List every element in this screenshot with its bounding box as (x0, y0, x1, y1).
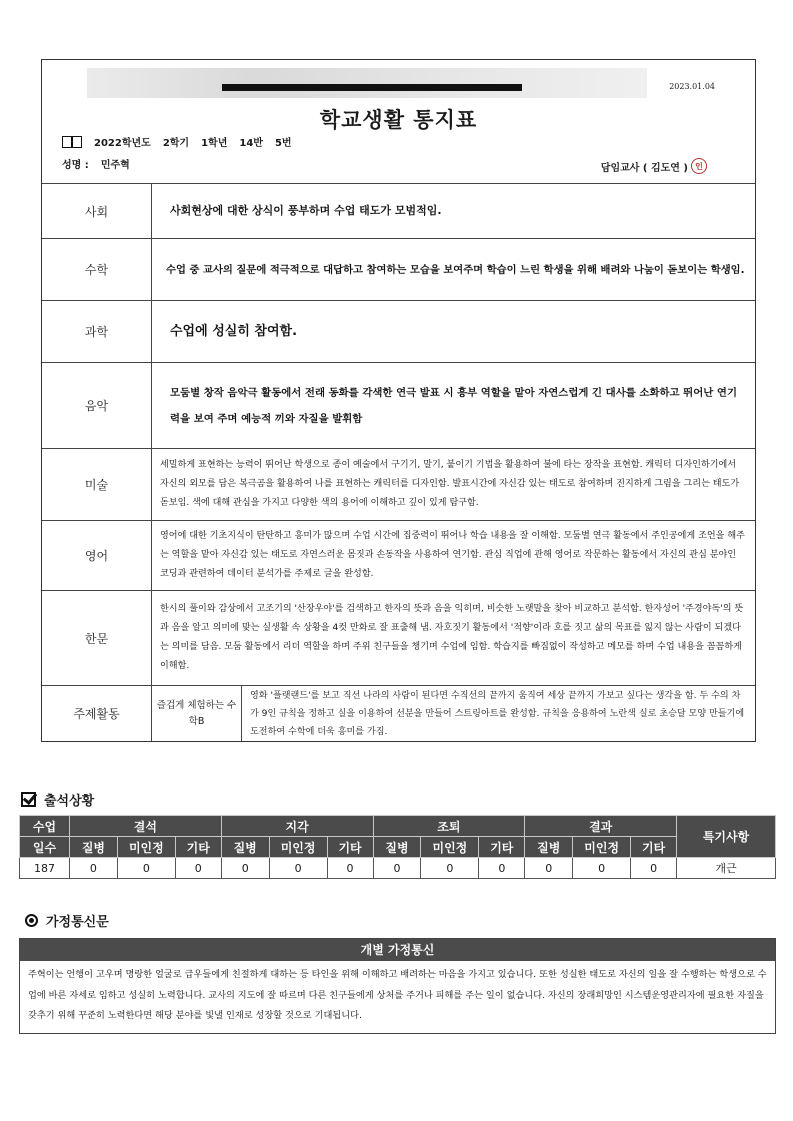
sub-header: 질병 (525, 837, 573, 858)
report-header (42, 60, 755, 184)
subject-name: 주제활동 (42, 686, 152, 741)
subject-name: 수학 (42, 239, 152, 300)
count-cell: 0 (269, 858, 327, 879)
attendance-value-row (20, 858, 776, 879)
count-cell: 0 (175, 858, 221, 879)
subject-row-science (42, 301, 755, 363)
home-notice-box (19, 938, 776, 1034)
subject-name: 사회 (42, 184, 152, 238)
attendance-header-row (20, 816, 776, 837)
count-cell: 0 (69, 858, 117, 879)
subject-name: 한문 (42, 591, 152, 685)
subject-row-social (42, 184, 755, 239)
subject-comment: 수업에 성실히 참여함. (170, 323, 298, 339)
sub-header: 미인정 (573, 837, 631, 858)
report-card (41, 59, 756, 742)
theme-comment: 영화 '플랫랜드'를 보고 직선 나라의 사람이 된다면 수직선의 끝까지 움직여 세상 끝까지 가보고 싶다는 생각을 함. 두 수의 차가 9인 규칙을 정하고 실을 이용하여 선분을 만들어 스트링아트를 완성함. 규칙을 응용하여 노란색 실로 초승달 모양 만들기에 도전하여 수학에 더욱 흥미를 가짐. (250, 690, 745, 737)
class-number: 14반 (239, 138, 263, 149)
sub-header: 기타 (175, 837, 221, 858)
grade: 1학년 (201, 138, 228, 149)
subject-name: 음악 (42, 363, 152, 448)
sub-header: 미인정 (421, 837, 479, 858)
count-cell: 0 (373, 858, 421, 879)
attendance-title-text: 출석상황 (44, 794, 95, 809)
document-date: 2023.01.04 (669, 82, 715, 91)
sub-header: 미인정 (117, 837, 175, 858)
subject-comment: 수업 중 교사의 질문에 적극적으로 대답하고 참여하는 모습을 보여주며 학습이 느린 학생을 위해 배려와 나눔이 돋보이는 학생임. (166, 263, 745, 276)
attendance-table (19, 815, 776, 879)
subject-comment: 영어에 대한 기초지식이 탄탄하고 흥미가 많으며 수업 시간에 집중력이 뛰어나 학습 내용을 잘 이해함. 모둠별 연극 활동에서 주인공에게 조언을 해주는 역할을 맡아 자신감 있는 태도로 자연스러운 몸짓과 손동작을 사용하여 연기함. 관심 직업에 관해 영어로 작문하는 활동에서 자신의 관심 분야인 코딩과 관련하여 데이터 분석가를 주제로 글을 완성함. (160, 531, 745, 579)
subject-name: 미술 (42, 449, 152, 520)
sub-header: 질병 (69, 837, 117, 858)
count-cell: 0 (221, 858, 269, 879)
tardy-header: 지각 (221, 816, 373, 837)
school-year: 2022학년도 (94, 138, 151, 149)
home-notice-header: 개별 가정통신 (20, 939, 775, 961)
subject-row-hanmun (42, 591, 755, 686)
student-number: 5번 (274, 138, 292, 149)
seal-icon: 인 (691, 158, 707, 174)
absence-header: 결석 (69, 816, 221, 837)
document-title: 학교생활 통지표 (319, 108, 478, 132)
days-header-bottom: 일수 (20, 837, 70, 858)
attendance-section-title (21, 790, 94, 809)
subject-row-english (42, 521, 755, 591)
count-cell: 0 (479, 858, 525, 879)
target-bullet-icon (25, 914, 38, 927)
sub-header: 미인정 (269, 837, 327, 858)
subject-comment: 세밀하게 표현하는 능력이 뛰어난 학생으로 종이 예술에서 구기기, 말기, 붙이기 기법을 활용하여 불에 타는 장작을 표현함. 캐릭터 디자인하기에서 자신의 외모를 담은 복극곰을 활용하여 나를 표현하는 캐릭터를 디자인함. 발표시간에 자신감 있는 태도로 참여하며 진지하게 그림을 그리는 태도가 돋보임. 색에 대해 관심을 가지고 다양한 색의 용어에 이해하고 깊이 있게 탐구함. (160, 460, 740, 508)
remarks-value: 개근 (677, 858, 776, 879)
theme-sub-label: 즐겁게 체험하는 수학B (152, 686, 242, 741)
teacher-label: 담임교사 ( 김도연 ) (600, 162, 688, 174)
class-info (62, 134, 292, 149)
count-cell: 0 (631, 858, 677, 879)
count-cell: 0 (573, 858, 631, 879)
sub-header: 질병 (373, 837, 421, 858)
book-icon (62, 136, 82, 148)
sub-header: 기타 (327, 837, 373, 858)
subject-comment: 사회현상에 대한 상식이 풍부하며 수업 태도가 모범적임. (170, 204, 442, 217)
teacher-info (601, 158, 707, 174)
subject-row-art (42, 449, 755, 521)
count-cell: 0 (421, 858, 479, 879)
subject-row-math (42, 239, 755, 301)
missed-class-header: 결과 (525, 816, 677, 837)
attendance-subheader-row (20, 837, 776, 858)
student-info (62, 156, 130, 171)
remarks-header: 특기사항 (677, 816, 776, 858)
early-leave-header: 조퇴 (373, 816, 525, 837)
subject-name: 영어 (42, 521, 152, 590)
sub-header: 기타 (479, 837, 525, 858)
count-cell: 0 (525, 858, 573, 879)
subject-row-theme (42, 686, 755, 741)
home-notice-body: 주혁이는 언행이 고우며 명랑한 얼굴로 급우들에게 친절하게 대하는 등 타인을 위해 이해하고 배려하는 마음을 가지고 있습니다. 또한 성실한 태도로 자신의 일을 잘 수행하는 학생으로 수업에 바른 자세로 임하고 성실히 노력합니다. 교사의 지도에 잘 따르며 다른 친구들에게 상처를 주거나 피해를 주는 일이 없습니다. 자신의 장래희망인 시스템운영관리자에 필요한 자질을 갖추기 위해 꾸준히 노력한다면 해당 분야를 빛낼 인재로 성장할 것으로 기대됩니다. (28, 969, 767, 1021)
sub-header: 기타 (631, 837, 677, 858)
school-days-value: 187 (20, 858, 70, 879)
days-header-top: 수업 (20, 816, 70, 837)
header-rule (222, 84, 522, 91)
count-cell: 0 (117, 858, 175, 879)
student-name: 민주혁 (100, 160, 130, 171)
subject-comment: 한시의 풀이와 감상에서 고조기의 '산장우야'를 검색하고 한자의 뜻과 음을 익히며, 비슷한 노랫말을 찾아 비교하고 분석함. 한자성어 '주경야독'의 뜻과 음을 알고 의미에 맞는 실생활 속 상황을 4컷 만화로 잘 표출해 냄. 자호짓기 활동에서 '적향'이라 호를 짓고 삶의 목표를 잃지 않는 사람이 되겠다는 의미를 담음. 모둠 활동에서 리더 역할을 하며 주위 친구들을 챙기며 수업에 임함. 학습지를 빠짐없이 작성하고 메모를 하며 수업 내용을 꼼꼼하게 이해함. (160, 604, 744, 671)
semester: 2학기 (162, 138, 190, 149)
count-cell: 0 (327, 858, 373, 879)
subject-row-music (42, 363, 755, 449)
subject-name: 과학 (42, 301, 152, 362)
subject-comment: 모둠별 창작 음악극 활동에서 전래 동화를 각색한 연극 발표 시 흥부 역할을 맡아 자연스럽게 긴 대사를 소화하고 뛰어난 연기력을 보여 주며 예능적 끼와 자질을 발휘함 (170, 386, 737, 425)
checkbox-icon (21, 792, 36, 807)
sub-header: 질병 (221, 837, 269, 858)
home-notice-title-text: 가정통신문 (46, 915, 109, 930)
name-label: 성명 : (62, 160, 89, 171)
header-shade (87, 68, 647, 98)
home-notice-section-title (25, 911, 109, 930)
